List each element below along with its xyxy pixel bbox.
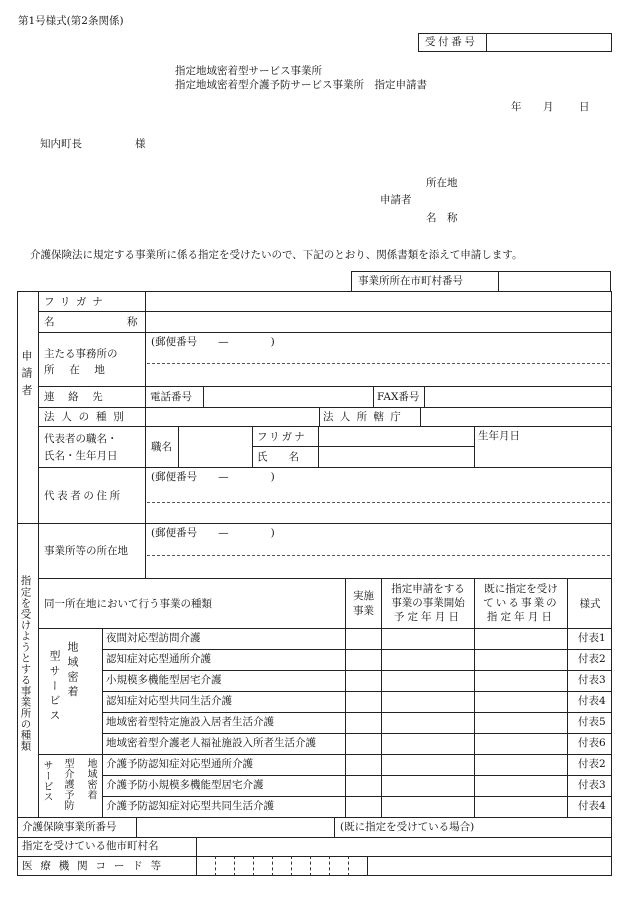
insurer-number-field[interactable] [138, 819, 332, 836]
phone-field[interactable] [205, 388, 371, 406]
date-month: 月 [543, 101, 554, 113]
service-name: 介護予防認知症対応型共同生活介護 [106, 800, 274, 812]
service-implementation-cell[interactable] [347, 672, 380, 689]
group2-label-col1: 地域密着 [85, 758, 96, 800]
facility-location-label: 事業所等の所在地 [44, 545, 128, 557]
date-day: 日 [579, 101, 590, 113]
main-office-address-field[interactable] [147, 366, 610, 384]
service-form: 付表2 [578, 758, 606, 770]
main-office-postal: (郵便番号 — ) [151, 336, 275, 348]
title-label: 職名 [151, 441, 172, 453]
date-year: 年 [511, 101, 522, 113]
rep-label-1: 代表者の職名・ [44, 433, 118, 445]
service-implementation-cell[interactable] [347, 651, 380, 668]
rep-address-field[interactable] [147, 504, 610, 522]
col-implementation-2: 事業 [353, 605, 374, 617]
facility-address-field[interactable] [147, 557, 610, 576]
addressee: 知内町長 [40, 138, 82, 150]
facility-postal: (郵便番号 — ) [151, 527, 275, 539]
name-label-right: 称 [127, 316, 138, 328]
service-name: 介護予防小規模多機能型居宅介護 [106, 779, 264, 791]
service-start-date-cell[interactable] [383, 735, 473, 752]
municipality-number-label: 事業所所在市町村番号 [358, 275, 463, 287]
service-start-date-cell[interactable] [383, 651, 473, 668]
service-name: 地域密着型特定施設入居者生活介護 [106, 716, 274, 728]
service-form: 付表3 [578, 674, 606, 686]
service-existing-date-cell[interactable] [476, 630, 566, 647]
insurer-number-note: (既に指定を受けている場合) [340, 821, 475, 833]
service-name: 介護予防認知症対応型通所介護 [106, 758, 253, 770]
applicant-side-label: 申請者 [20, 350, 33, 402]
group1-label-col1: 地域密着 [66, 641, 79, 701]
col-existing-date-1: 既に指定を受け [484, 583, 558, 595]
service-existing-date-cell[interactable] [476, 651, 566, 668]
service-form: 付表6 [578, 737, 606, 749]
other-municipality-label: 指定を受けている他市町村名 [22, 840, 159, 852]
other-municipality-field[interactable] [198, 839, 610, 855]
corp-type-label: 法人の種別 [44, 411, 131, 423]
main-office-label-1: 主たる事務所の [44, 348, 118, 360]
rep-furigana-label: フリガナ [257, 431, 307, 443]
group1-label-col2: 型サービス [48, 650, 61, 725]
col-form: 様式 [579, 598, 601, 610]
col-existing-date-2: ている事業の [483, 597, 559, 609]
service-form: 付表3 [578, 779, 606, 791]
fax-field[interactable] [426, 388, 610, 406]
birthdate-label: 生年月日 [478, 430, 520, 442]
service-implementation-cell[interactable] [347, 756, 380, 773]
col-existing-date-3: 指定年月日 [486, 611, 556, 623]
service-implementation-cell[interactable] [347, 630, 380, 647]
rep-furigana-field[interactable] [320, 428, 472, 445]
service-implementation-cell[interactable] [347, 693, 380, 710]
service-form: 付表5 [578, 716, 606, 728]
service-name: 小規模多機能型居宅介護 [106, 674, 222, 686]
rep-name-field[interactable] [320, 448, 472, 465]
rep-address-label: 代表者の住所 [44, 490, 123, 502]
service-existing-date-cell[interactable] [476, 798, 566, 815]
rep-name-label: 氏 名 [257, 451, 299, 463]
col-implementation-1: 実施 [353, 590, 374, 602]
service-implementation-cell[interactable] [347, 798, 380, 815]
service-existing-date-cell[interactable] [476, 714, 566, 731]
title-line-1: 指定地域密着型サービス事業所 [175, 65, 322, 77]
corp-office-label: 法人所轄庁 [323, 411, 407, 423]
service-implementation-cell[interactable] [347, 714, 380, 731]
service-start-date-cell[interactable] [383, 798, 473, 815]
service-form: 付表4 [578, 695, 606, 707]
applicant-name-label: 名 称 [426, 212, 458, 224]
service-start-date-cell[interactable] [383, 672, 473, 689]
service-start-date-cell[interactable] [383, 756, 473, 773]
fax-label: FAX番号 [377, 391, 420, 403]
receipt-number-field[interactable] [488, 34, 610, 51]
service-existing-date-cell[interactable] [476, 777, 566, 794]
medical-code-field[interactable] [198, 858, 366, 875]
service-existing-date-cell[interactable] [476, 672, 566, 689]
rep-label-2: 氏名・生年月日 [44, 450, 118, 462]
col-start-date-3: 予定年月日 [393, 611, 463, 623]
service-name: 認知症対応型通所介護 [106, 653, 211, 665]
title-field[interactable] [180, 428, 250, 465]
service-name: 地域密着型介護老人福祉施設入所者生活介護 [106, 737, 316, 749]
insurer-number-label: 介護保険事業所番号 [22, 821, 117, 833]
corp-type-field[interactable] [147, 409, 317, 425]
service-form: 付表1 [578, 632, 606, 644]
contact-label: 連絡先 [44, 391, 117, 403]
service-implementation-cell[interactable] [347, 777, 380, 794]
application-statement: 介護保険法に規定する事業所に係る指定を受けたいので、下記のとおり、関係書類を添えて申請します。 [30, 249, 523, 261]
facility-side-label: 指定を受けようとする事業所の種類 [19, 575, 32, 752]
form-number: 第1号様式(第2条関係) [18, 15, 124, 27]
main-office-label-2: 所在地 [44, 364, 120, 376]
furigana-field[interactable] [147, 292, 610, 310]
service-form: 付表4 [578, 800, 606, 812]
col-service-type: 同一所在地において行う事業の種類 [44, 598, 212, 610]
service-existing-date-cell[interactable] [476, 756, 566, 773]
phone-label: 電話番号 [150, 391, 192, 403]
honorific: 様 [135, 138, 146, 150]
municipality-number-field[interactable] [500, 272, 610, 291]
applicant-label: 申請者 [380, 194, 412, 206]
service-start-date-cell[interactable] [383, 630, 473, 647]
receipt-number-label: 受付番号 [425, 36, 478, 48]
service-start-date-cell[interactable] [383, 693, 473, 710]
service-implementation-cell[interactable] [347, 735, 380, 752]
col-start-date-2: 事業の事業開始 [391, 597, 465, 609]
rep-address-postal: (郵便番号 — ) [151, 471, 275, 483]
service-existing-date-cell[interactable] [476, 693, 566, 710]
name-field[interactable] [147, 313, 610, 331]
group2-label-col2: 型介護予防 [62, 758, 73, 811]
col-start-date-1: 指定申請をする [391, 583, 465, 595]
service-name: 認知症対応型共同生活介護 [106, 695, 232, 707]
service-name: 夜間対応型訪問介護 [106, 632, 201, 644]
group2-label-col3: サービス [41, 760, 52, 802]
medical-code-label: 医療機関コード等 [22, 860, 169, 872]
service-form: 付表2 [578, 653, 606, 665]
title-line-2: 指定地域密着型介護予防サービス事業所 指定申請書 [175, 79, 427, 91]
service-start-date-cell[interactable] [383, 714, 473, 731]
name-label-left: 名 [44, 316, 55, 328]
service-start-date-cell[interactable] [383, 777, 473, 794]
furigana-label: フリガナ [44, 296, 109, 308]
applicant-location-label: 所在地 [426, 177, 458, 189]
corp-office-field[interactable] [422, 409, 610, 425]
service-existing-date-cell[interactable] [476, 735, 566, 752]
